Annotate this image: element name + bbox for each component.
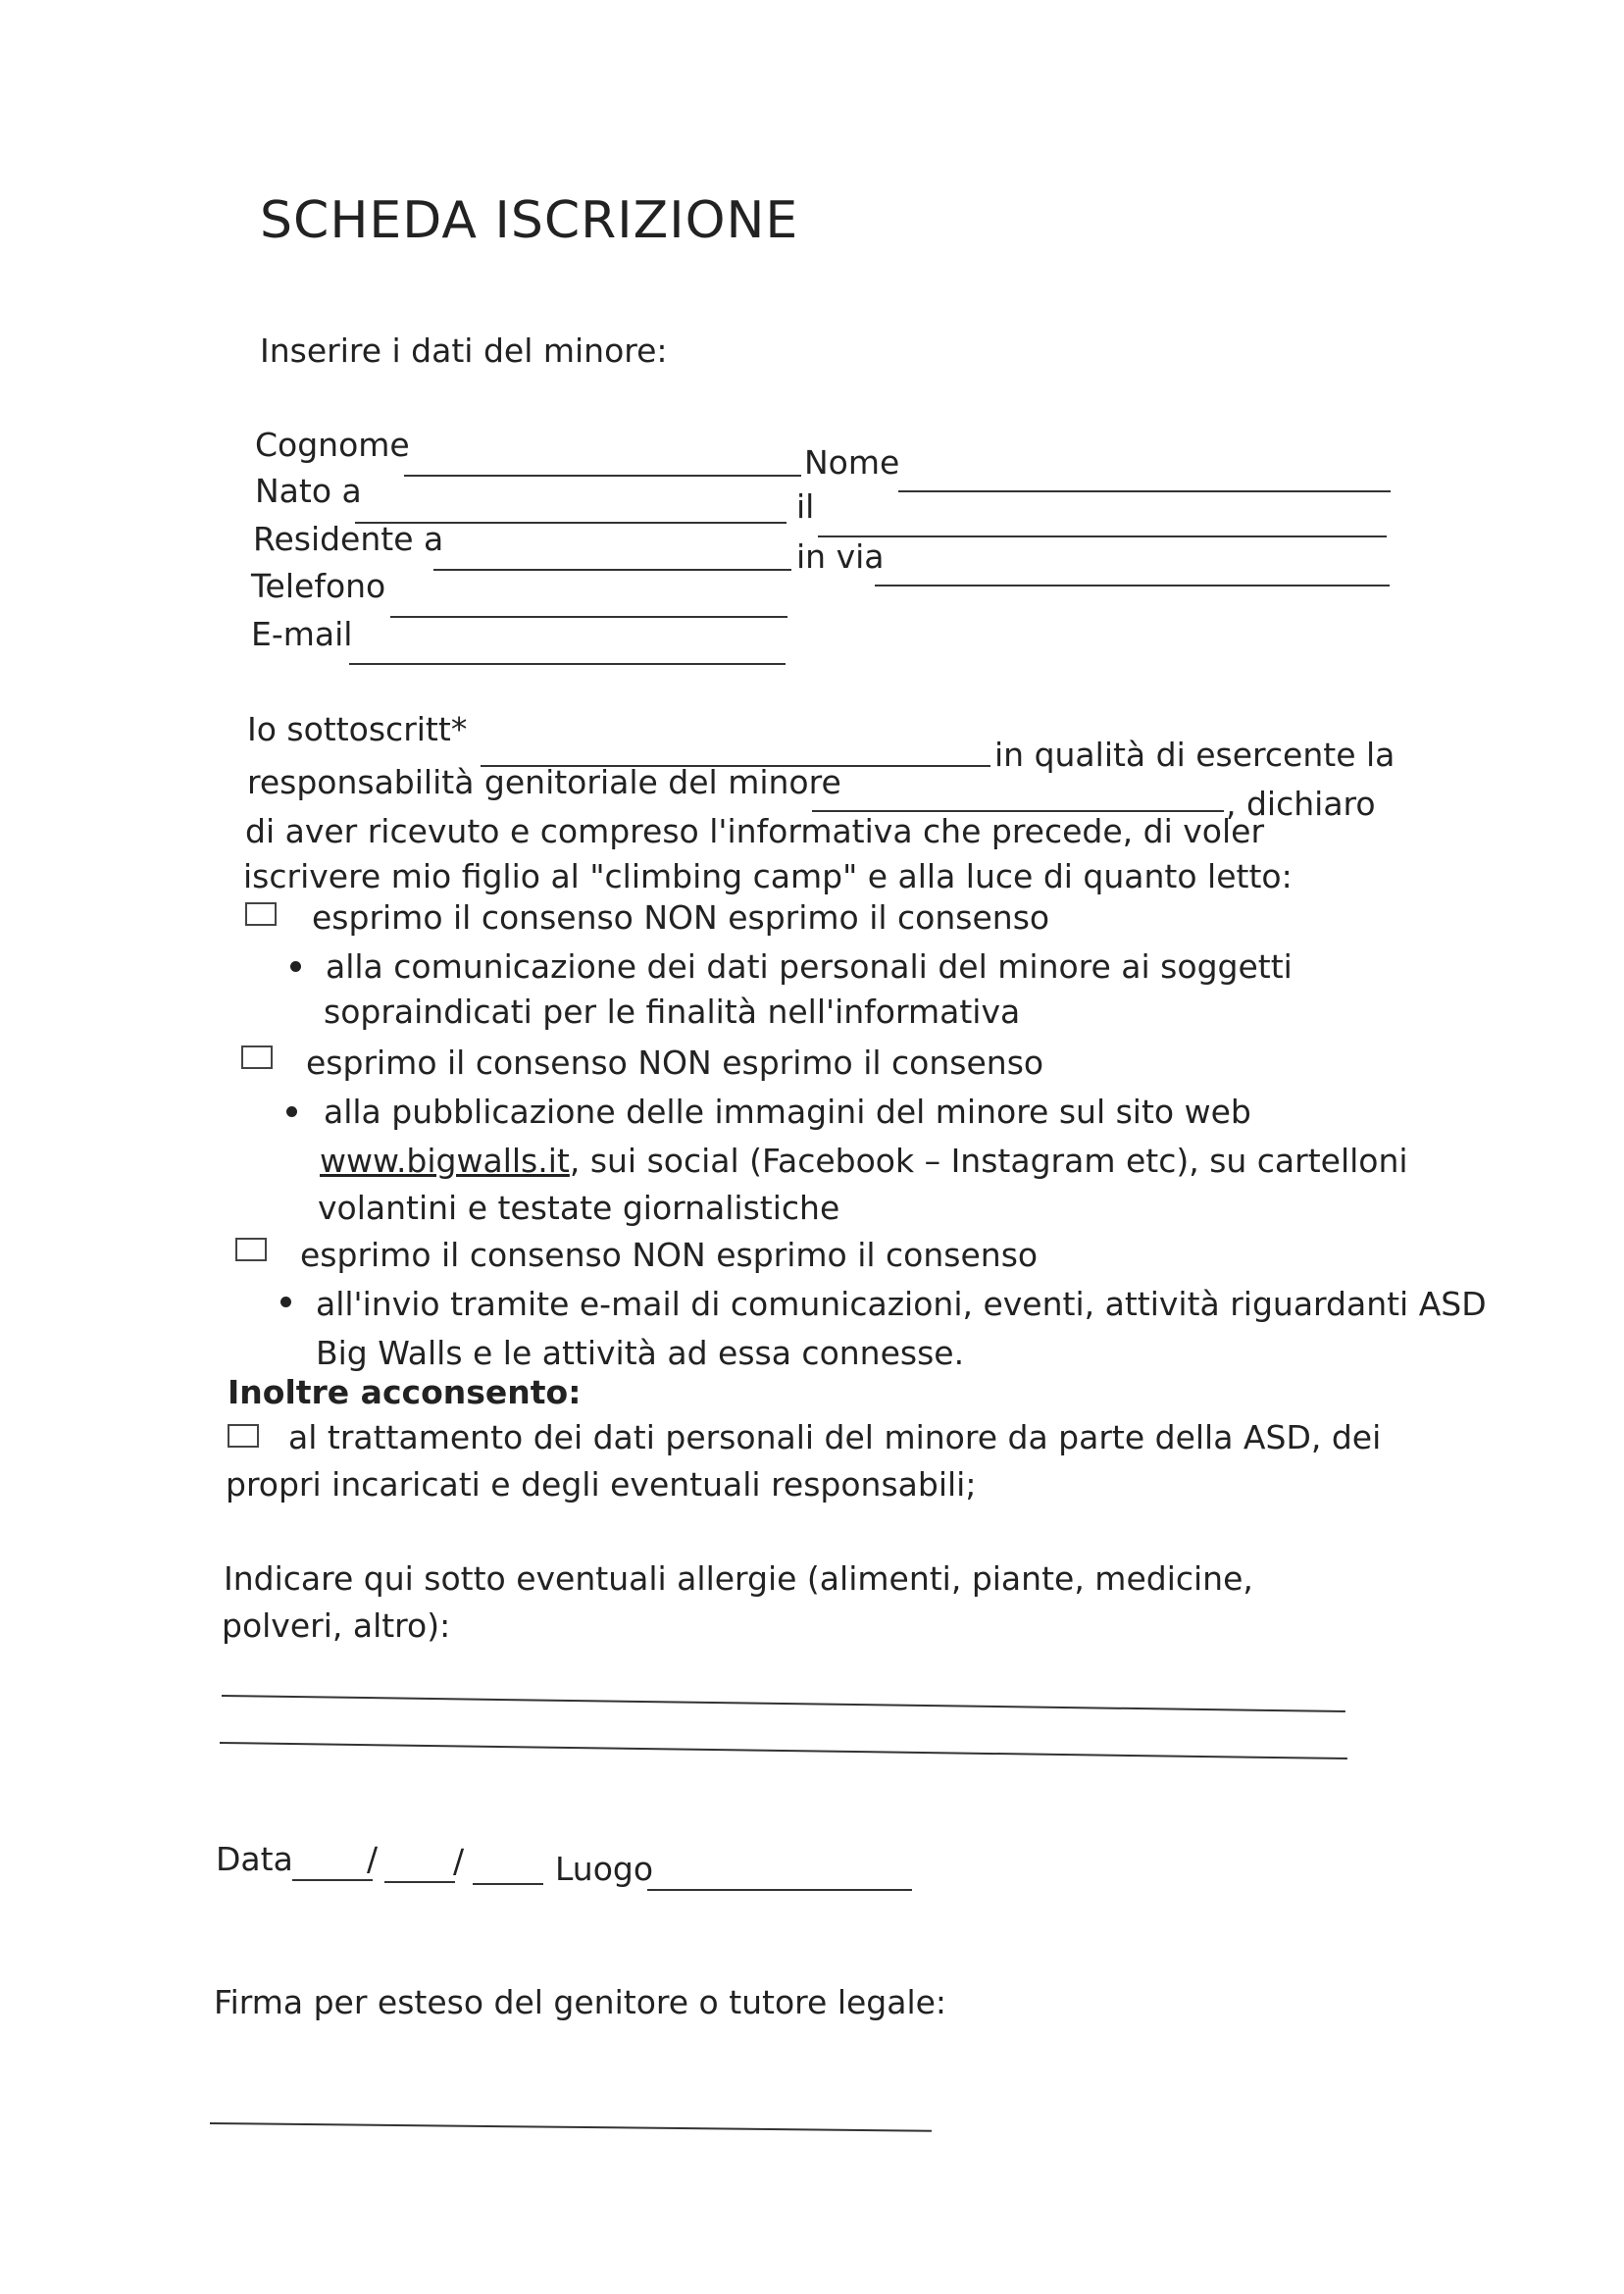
consent-2-options: esprimo il consenso NON esprimo il consenso	[306, 1044, 1044, 1082]
in-via-field[interactable]	[875, 585, 1390, 586]
consent-1-line-1: alla comunicazione dei dati personali del minore ai soggetti	[326, 947, 1293, 986]
date-separator-2: /	[453, 1842, 465, 1880]
nato-a-label: Nato a	[255, 472, 362, 510]
signature-label: Firma per esteso del genitore o tutore legale:	[214, 1983, 947, 2021]
consent-2-line-2	[320, 1142, 1408, 1181]
telefono-field[interactable]	[390, 616, 787, 618]
consent-3-bullet	[280, 1297, 291, 1307]
website-link[interactable]: www.bigwalls.it	[320, 1142, 570, 1180]
consent-2-line-1: alla pubblicazione delle immagini del minore sul sito web	[324, 1093, 1251, 1131]
declaration-line-2: responsabilità genitoriale del minore	[247, 763, 841, 801]
date-day-field[interactable]	[292, 1879, 373, 1881]
data-label: Data	[216, 1840, 293, 1878]
nome-field[interactable]	[898, 490, 1391, 492]
nome-label: Nome	[804, 443, 900, 482]
inoltre-heading: Inoltre acconsento:	[228, 1373, 582, 1411]
in-via-label: in via	[796, 537, 885, 576]
declaration-intro: Io sottoscritt*	[247, 710, 468, 748]
consent-1-options: esprimo il consenso NON esprimo il consenso	[312, 898, 1050, 937]
consent-3-line-1: all'invio tramite e-mail di comunicazioni, eventi, attività riguardanti ASD	[316, 1285, 1487, 1323]
cognome-field[interactable]	[404, 475, 801, 477]
consent-3-line-2: Big Walls e le attività ad essa connesse.	[316, 1334, 965, 1372]
page-title: SCHEDA ISCRIZIONE	[260, 191, 799, 250]
allergies-line-1: Indicare qui sotto eventuali allergie (alimenti, piante, medicine,	[224, 1559, 1253, 1598]
residente-a-field[interactable]	[433, 569, 791, 571]
inoltre-line-1: al trattamento dei dati personali del minore da parte della ASD, dei	[288, 1418, 1382, 1456]
cognome-label: Cognome	[255, 426, 410, 464]
consent-1-bullet	[290, 961, 301, 972]
consent-2-checkbox[interactable]	[241, 1045, 273, 1069]
date-year-field[interactable]	[473, 1883, 543, 1885]
consent-2-bullet	[286, 1106, 297, 1117]
consent-3-checkbox[interactable]	[235, 1238, 267, 1261]
allergies-field-2[interactable]	[220, 1742, 1347, 1759]
intro-text: Inserire i dati del minore:	[260, 331, 668, 370]
declaration-line-3: di aver ricevuto e compreso l'informativa che precede, di voler	[245, 812, 1265, 850]
declaration-line-4: iscrivere mio figlio al "climbing camp" e alla luce di quanto letto:	[243, 857, 1293, 895]
inoltre-checkbox[interactable]	[228, 1424, 259, 1448]
email-field[interactable]	[349, 663, 786, 665]
declaration-dichiaro: , dichiaro	[1226, 785, 1376, 823]
allergies-field-1[interactable]	[222, 1695, 1345, 1712]
il-label: il	[796, 487, 815, 526]
luogo-label: Luogo	[555, 1850, 654, 1888]
telefono-label: Telefono	[251, 567, 386, 605]
consent-1-checkbox[interactable]	[245, 902, 277, 926]
consent-2-line-3: volantini e testate giornalistiche	[318, 1189, 840, 1227]
signature-field[interactable]	[210, 2122, 932, 2132]
residente-a-label: Residente a	[253, 520, 444, 558]
consent-1-line-2: sopraindicati per le finalità nell'informativa	[324, 993, 1021, 1031]
birth-date-field[interactable]	[818, 535, 1387, 537]
luogo-field[interactable]	[647, 1889, 912, 1891]
consent-3-options: esprimo il consenso NON esprimo il consenso	[300, 1236, 1039, 1274]
consent-2-line-2-rest: , sui social (Facebook – Instagram etc), su cartelloni	[569, 1142, 1408, 1180]
inoltre-line-2: propri incaricati e degli eventuali responsabili;	[226, 1465, 977, 1504]
date-month-field[interactable]	[384, 1881, 455, 1883]
date-separator-1: /	[367, 1840, 379, 1878]
declaration-role: in qualità di esercente la	[994, 736, 1396, 774]
email-label: E-mail	[251, 615, 353, 653]
allergies-line-2: polveri, altro):	[222, 1606, 451, 1645]
